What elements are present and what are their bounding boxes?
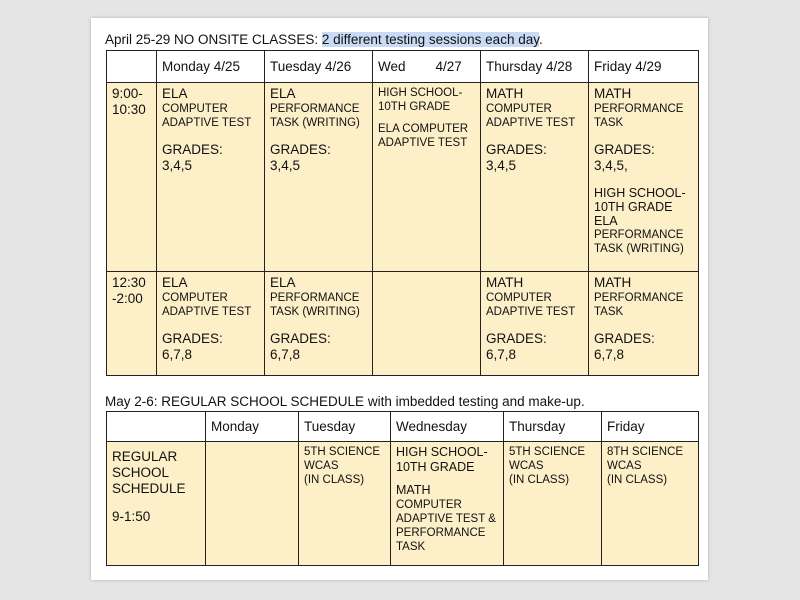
april-header-friday: Friday 4/29 xyxy=(589,51,699,83)
cell-grades-label: GRADES: xyxy=(162,331,223,346)
cell-grades-label: GRADES: xyxy=(486,142,547,157)
afternoon-tuesday-cell xyxy=(265,272,373,376)
cell-science-test: 5TH SCIENCE WCAS (IN CLASS) xyxy=(509,446,586,486)
cell-subject: MATH xyxy=(486,275,524,290)
section2-heading: May 2-6: REGULAR SCHOOL SCHEDULE with imbedded testing and make-up. xyxy=(105,394,585,409)
cell-subject: ELA xyxy=(162,86,188,101)
morning-monday-cell xyxy=(157,83,265,272)
may-monday-cell xyxy=(206,442,299,566)
cell-subject: ELA xyxy=(162,275,188,290)
may-schedule-table xyxy=(106,411,699,566)
afternoon-thursday-cell xyxy=(481,272,589,376)
may-header-row xyxy=(107,412,699,442)
cell-task: PERFORMANCE TASK (WRITING) xyxy=(270,103,360,129)
may-thursday-cell xyxy=(504,442,602,566)
morning-tuesday-cell xyxy=(265,83,373,272)
cell-subject: MATH xyxy=(486,86,524,101)
cell-grades-label: GRADES: xyxy=(162,142,223,157)
morning-friday-cell xyxy=(589,83,699,272)
cell-grades: 6,7,8 xyxy=(162,347,193,362)
cell-grades-label: GRADES: xyxy=(594,142,655,157)
may-wednesday-cell xyxy=(391,442,504,566)
may-header-wednesday: Wednesday xyxy=(391,412,504,442)
cell-subject: ELA xyxy=(270,275,296,290)
cell-subject: MATH xyxy=(396,483,431,497)
april-header-tuesday: Tuesday 4/26 xyxy=(265,51,373,83)
cell-grades: 3,4,5 xyxy=(486,158,517,173)
april-header-blank xyxy=(107,51,157,83)
document-page xyxy=(91,18,708,580)
cell-subject: MATH xyxy=(594,86,632,101)
cell-hs-task: PERFORMANCE TASK (WRITING) xyxy=(594,229,684,255)
cell-grades-label: GRADES: xyxy=(486,331,547,346)
regular-schedule-label: REGULAR SCHOOL SCHEDULE xyxy=(112,449,186,496)
may-header-thursday: Thursday xyxy=(504,412,602,442)
may-header-monday: Monday xyxy=(206,412,299,442)
cell-task: PERFORMANCE TASK xyxy=(594,103,684,129)
morning-thursday-cell xyxy=(481,83,589,272)
cell-grades-label: GRADES: xyxy=(594,331,655,346)
april-header-row xyxy=(107,51,699,83)
may-tuesday-cell xyxy=(299,442,391,566)
may-friday-cell xyxy=(602,442,699,566)
may-schedule-row xyxy=(107,442,699,566)
cell-science-test: 5TH SCIENCE WCAS (IN CLASS) xyxy=(304,446,381,486)
cell-hs-title: HIGH SCHOOL-10TH GRADE ELA xyxy=(594,186,686,228)
cell-science-test: 8TH SCIENCE WCAS (IN CLASS) xyxy=(607,446,684,486)
cell-task: COMPUTER ADAPTIVE TEST xyxy=(486,103,576,129)
may-header-blank xyxy=(107,412,206,442)
may-header-friday: Friday xyxy=(602,412,699,442)
cell-grades: 6,7,8 xyxy=(270,347,301,362)
morning-time xyxy=(107,83,157,272)
april-header-wednesday: Wed 4/27 xyxy=(373,51,481,83)
cell-grades: 6,7,8 xyxy=(486,347,517,362)
cell-task: COMPUTER ADAPTIVE TEST & PERFORMANCE TASK xyxy=(396,499,496,553)
cell-grades: 6,7,8 xyxy=(594,347,625,362)
cell-hs-title: HIGH SCHOOL-10TH GRADE xyxy=(396,445,488,474)
cell-grades: 3,4,5 xyxy=(162,158,193,173)
cell-task: PERFORMANCE TASK xyxy=(594,292,684,318)
cell-task: COMPUTER ADAPTIVE TEST xyxy=(162,292,252,318)
cell-subject: ELA xyxy=(270,86,296,101)
regular-schedule-time: 9-1:50 xyxy=(112,509,151,524)
cell-task: PERFORMANCE TASK (WRITING) xyxy=(270,292,360,318)
cell-task: COMPUTER ADAPTIVE TEST xyxy=(162,103,252,129)
cell-grades-label: GRADES: xyxy=(270,331,331,346)
afternoon-time xyxy=(107,272,157,376)
section1-heading-text: April 25-29 NO ONSITE CLASSES: xyxy=(105,32,322,47)
morning-time-text: 9:00- 10:30 xyxy=(112,86,146,117)
may-header-tuesday: Tuesday xyxy=(299,412,391,442)
cell-hs-title: HIGH SCHOOL-10TH GRADE xyxy=(378,87,463,113)
morning-wednesday-cell xyxy=(373,83,481,272)
cell-hs-task: ELA COMPUTER ADAPTIVE TEST xyxy=(378,123,469,149)
afternoon-session-row xyxy=(107,272,699,376)
april-header-monday: Monday 4/25 xyxy=(157,51,265,83)
may-row-label-cell xyxy=(107,442,206,566)
afternoon-time-text: 12:30 -2:00 xyxy=(112,275,146,306)
afternoon-monday-cell xyxy=(157,272,265,376)
afternoon-friday-cell xyxy=(589,272,699,376)
cell-grades: 3,4,5 xyxy=(270,158,301,173)
section1-heading xyxy=(105,32,543,47)
cell-grades-label: GRADES: xyxy=(270,142,331,157)
section1-heading-highlight: 2 different testing sessions each day xyxy=(321,32,539,47)
april-testing-table xyxy=(106,50,699,376)
cell-subject: MATH xyxy=(594,275,632,290)
april-header-thursday: Thursday 4/28 xyxy=(481,51,589,83)
cell-task: COMPUTER ADAPTIVE TEST xyxy=(486,292,576,318)
section1-heading-end: . xyxy=(538,32,543,47)
afternoon-wednesday-cell xyxy=(373,272,481,376)
morning-session-row xyxy=(107,83,699,272)
cell-grades: 3,4,5, xyxy=(594,158,628,173)
